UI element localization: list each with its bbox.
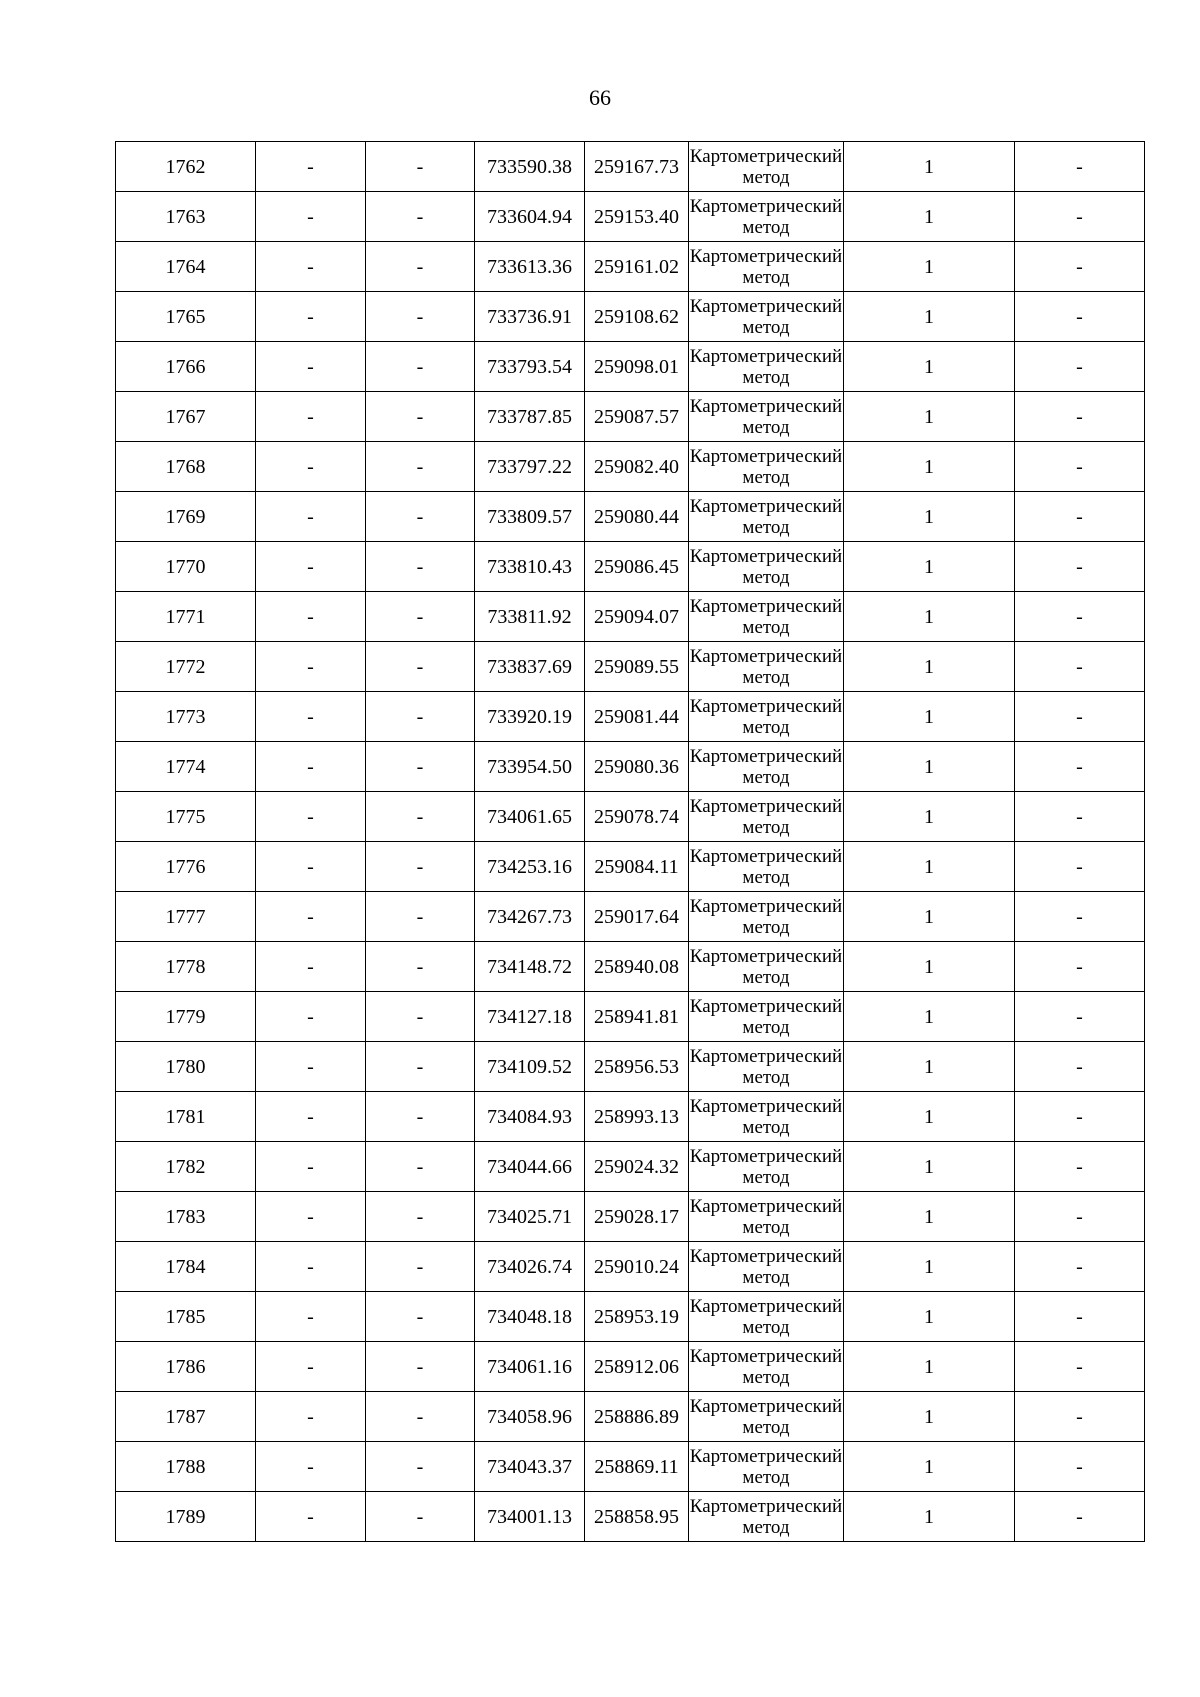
method-cell: Картометрический метод xyxy=(689,742,844,792)
description-cell: - xyxy=(1015,592,1145,642)
field-3-cell: - xyxy=(366,242,475,292)
x-coordinate-cell: 733793.54 xyxy=(475,342,585,392)
accuracy-cell: 1 xyxy=(844,342,1015,392)
point-number-cell: 1789 xyxy=(116,1492,256,1542)
field-3-cell: - xyxy=(366,742,475,792)
field-2-cell: - xyxy=(256,1492,366,1542)
description-cell: - xyxy=(1015,1292,1145,1342)
x-coordinate-cell: 733604.94 xyxy=(475,192,585,242)
y-coordinate-cell: 259161.02 xyxy=(585,242,689,292)
method-cell: Картометрический метод xyxy=(689,342,844,392)
y-coordinate-cell: 259084.11 xyxy=(585,842,689,892)
y-coordinate-cell: 259017.64 xyxy=(585,892,689,942)
table-row xyxy=(116,442,1145,492)
description-cell: - xyxy=(1015,1092,1145,1142)
field-2-cell: - xyxy=(256,342,366,392)
field-2-cell: - xyxy=(256,592,366,642)
x-coordinate-cell: 734061.65 xyxy=(475,792,585,842)
accuracy-cell: 1 xyxy=(844,742,1015,792)
table-row xyxy=(116,592,1145,642)
field-2-cell: - xyxy=(256,942,366,992)
x-coordinate-cell: 733736.91 xyxy=(475,292,585,342)
point-number-cell: 1774 xyxy=(116,742,256,792)
description-cell: - xyxy=(1015,1042,1145,1092)
field-2-cell: - xyxy=(256,192,366,242)
description-cell: - xyxy=(1015,442,1145,492)
field-2-cell: - xyxy=(256,642,366,692)
y-coordinate-cell: 258858.95 xyxy=(585,1492,689,1542)
field-3-cell: - xyxy=(366,1192,475,1242)
x-coordinate-cell: 734084.93 xyxy=(475,1092,585,1142)
method-cell: Картометрический метод xyxy=(689,1492,844,1542)
y-coordinate-cell: 259089.55 xyxy=(585,642,689,692)
accuracy-cell: 1 xyxy=(844,542,1015,592)
description-cell: - xyxy=(1015,1392,1145,1442)
method-cell: Картометрический метод xyxy=(689,442,844,492)
accuracy-cell: 1 xyxy=(844,792,1015,842)
x-coordinate-cell: 734127.18 xyxy=(475,992,585,1042)
field-2-cell: - xyxy=(256,692,366,742)
table-row xyxy=(116,892,1145,942)
x-coordinate-cell: 734001.13 xyxy=(475,1492,585,1542)
method-cell: Картометрический метод xyxy=(689,492,844,542)
point-number-cell: 1764 xyxy=(116,242,256,292)
field-3-cell: - xyxy=(366,542,475,592)
table-row xyxy=(116,542,1145,592)
point-number-cell: 1766 xyxy=(116,342,256,392)
field-2-cell: - xyxy=(256,1092,366,1142)
accuracy-cell: 1 xyxy=(844,492,1015,542)
point-number-cell: 1767 xyxy=(116,392,256,442)
field-2-cell: - xyxy=(256,742,366,792)
y-coordinate-cell: 259080.36 xyxy=(585,742,689,792)
x-coordinate-cell: 734058.96 xyxy=(475,1392,585,1442)
field-3-cell: - xyxy=(366,392,475,442)
y-coordinate-cell: 259028.17 xyxy=(585,1192,689,1242)
field-2-cell: - xyxy=(256,1342,366,1392)
method-cell: Картометрический метод xyxy=(689,892,844,942)
description-cell: - xyxy=(1015,992,1145,1042)
accuracy-cell: 1 xyxy=(844,892,1015,942)
accuracy-cell: 1 xyxy=(844,1042,1015,1092)
accuracy-cell: 1 xyxy=(844,392,1015,442)
table-row xyxy=(116,1442,1145,1492)
field-3-cell: - xyxy=(366,1442,475,1492)
accuracy-cell: 1 xyxy=(844,1442,1015,1492)
method-cell: Картометрический метод xyxy=(689,1242,844,1292)
field-3-cell: - xyxy=(366,492,475,542)
accuracy-cell: 1 xyxy=(844,842,1015,892)
table-row xyxy=(116,392,1145,442)
field-3-cell: - xyxy=(366,642,475,692)
field-3-cell: - xyxy=(366,342,475,392)
y-coordinate-cell: 259167.73 xyxy=(585,142,689,192)
page-number: 66 xyxy=(589,85,611,110)
table-row xyxy=(116,792,1145,842)
field-2-cell: - xyxy=(256,292,366,342)
accuracy-cell: 1 xyxy=(844,1342,1015,1392)
field-3-cell: - xyxy=(366,892,475,942)
accuracy-cell: 1 xyxy=(844,242,1015,292)
y-coordinate-cell: 258941.81 xyxy=(585,992,689,1042)
description-cell: - xyxy=(1015,642,1145,692)
accuracy-cell: 1 xyxy=(844,192,1015,242)
method-cell: Картометрический метод xyxy=(689,642,844,692)
description-cell: - xyxy=(1015,792,1145,842)
field-2-cell: - xyxy=(256,1142,366,1192)
table-row xyxy=(116,1192,1145,1242)
method-cell: Картометрический метод xyxy=(689,842,844,892)
x-coordinate-cell: 733613.36 xyxy=(475,242,585,292)
x-coordinate-cell: 733797.22 xyxy=(475,442,585,492)
description-cell: - xyxy=(1015,1242,1145,1292)
point-number-cell: 1786 xyxy=(116,1342,256,1392)
table-row xyxy=(116,1142,1145,1192)
point-number-cell: 1782 xyxy=(116,1142,256,1192)
table-row xyxy=(116,242,1145,292)
y-coordinate-cell: 259153.40 xyxy=(585,192,689,242)
y-coordinate-cell: 259094.07 xyxy=(585,592,689,642)
method-cell: Картометрический метод xyxy=(689,1392,844,1442)
description-cell: - xyxy=(1015,142,1145,192)
accuracy-cell: 1 xyxy=(844,1142,1015,1192)
field-3-cell: - xyxy=(366,442,475,492)
description-cell: - xyxy=(1015,842,1145,892)
table-row xyxy=(116,1342,1145,1392)
y-coordinate-cell: 258912.06 xyxy=(585,1342,689,1392)
field-2-cell: - xyxy=(256,1292,366,1342)
method-cell: Картометрический метод xyxy=(689,942,844,992)
table-row xyxy=(116,292,1145,342)
accuracy-cell: 1 xyxy=(844,1192,1015,1242)
accuracy-cell: 1 xyxy=(844,642,1015,692)
table-row xyxy=(116,1492,1145,1542)
y-coordinate-cell: 259080.44 xyxy=(585,492,689,542)
description-cell: - xyxy=(1015,292,1145,342)
table-row xyxy=(116,1092,1145,1142)
description-cell: - xyxy=(1015,1492,1145,1542)
x-coordinate-cell: 734267.73 xyxy=(475,892,585,942)
field-2-cell: - xyxy=(256,542,366,592)
accuracy-cell: 1 xyxy=(844,992,1015,1042)
method-cell: Картометрический метод xyxy=(689,1192,844,1242)
x-coordinate-cell: 733810.43 xyxy=(475,542,585,592)
field-2-cell: - xyxy=(256,242,366,292)
y-coordinate-cell: 259081.44 xyxy=(585,692,689,742)
field-3-cell: - xyxy=(366,1242,475,1292)
x-coordinate-cell: 733920.19 xyxy=(475,692,585,742)
point-number-cell: 1762 xyxy=(116,142,256,192)
y-coordinate-cell: 258953.19 xyxy=(585,1292,689,1342)
description-cell: - xyxy=(1015,1442,1145,1492)
field-2-cell: - xyxy=(256,992,366,1042)
method-cell: Картометрический метод xyxy=(689,292,844,342)
y-coordinate-cell: 259082.40 xyxy=(585,442,689,492)
description-cell: - xyxy=(1015,1342,1145,1392)
method-cell: Картометрический метод xyxy=(689,592,844,642)
field-2-cell: - xyxy=(256,892,366,942)
field-3-cell: - xyxy=(366,842,475,892)
x-coordinate-cell: 734061.16 xyxy=(475,1342,585,1392)
field-2-cell: - xyxy=(256,1242,366,1292)
field-3-cell: - xyxy=(366,992,475,1042)
accuracy-cell: 1 xyxy=(844,692,1015,742)
point-number-cell: 1780 xyxy=(116,1042,256,1092)
x-coordinate-cell: 733954.50 xyxy=(475,742,585,792)
description-cell: - xyxy=(1015,392,1145,442)
point-number-cell: 1765 xyxy=(116,292,256,342)
point-number-cell: 1771 xyxy=(116,592,256,642)
point-number-cell: 1779 xyxy=(116,992,256,1042)
field-3-cell: - xyxy=(366,192,475,242)
field-3-cell: - xyxy=(366,1142,475,1192)
x-coordinate-cell: 733811.92 xyxy=(475,592,585,642)
point-number-cell: 1776 xyxy=(116,842,256,892)
point-number-cell: 1781 xyxy=(116,1092,256,1142)
y-coordinate-cell: 258993.13 xyxy=(585,1092,689,1142)
field-2-cell: - xyxy=(256,1192,366,1242)
method-cell: Картометрический метод xyxy=(689,542,844,592)
point-number-cell: 1784 xyxy=(116,1242,256,1292)
description-cell: - xyxy=(1015,342,1145,392)
field-3-cell: - xyxy=(366,1292,475,1342)
accuracy-cell: 1 xyxy=(844,1242,1015,1292)
table-row xyxy=(116,1292,1145,1342)
table-row xyxy=(116,342,1145,392)
field-2-cell: - xyxy=(256,1042,366,1092)
y-coordinate-cell: 259086.45 xyxy=(585,542,689,592)
table-row xyxy=(116,842,1145,892)
y-coordinate-cell: 259098.01 xyxy=(585,342,689,392)
field-3-cell: - xyxy=(366,692,475,742)
description-cell: - xyxy=(1015,1192,1145,1242)
table-row xyxy=(116,742,1145,792)
table-row xyxy=(116,492,1145,542)
point-number-cell: 1768 xyxy=(116,442,256,492)
method-cell: Картометрический метод xyxy=(689,142,844,192)
method-cell: Картометрический метод xyxy=(689,1142,844,1192)
accuracy-cell: 1 xyxy=(844,1292,1015,1342)
method-cell: Картометрический метод xyxy=(689,242,844,292)
description-cell: - xyxy=(1015,742,1145,792)
x-coordinate-cell: 734026.74 xyxy=(475,1242,585,1292)
point-number-cell: 1778 xyxy=(116,942,256,992)
accuracy-cell: 1 xyxy=(844,1092,1015,1142)
table-row xyxy=(116,1242,1145,1292)
field-2-cell: - xyxy=(256,142,366,192)
table-row xyxy=(116,942,1145,992)
table-row xyxy=(116,642,1145,692)
coordinates-table xyxy=(115,141,1145,1542)
description-cell: - xyxy=(1015,242,1145,292)
point-number-cell: 1788 xyxy=(116,1442,256,1492)
y-coordinate-cell: 258886.89 xyxy=(585,1392,689,1442)
field-3-cell: - xyxy=(366,792,475,842)
point-number-cell: 1773 xyxy=(116,692,256,742)
field-3-cell: - xyxy=(366,1042,475,1092)
table-row xyxy=(116,992,1145,1042)
method-cell: Картометрический метод xyxy=(689,1442,844,1492)
accuracy-cell: 1 xyxy=(844,1492,1015,1542)
x-coordinate-cell: 734043.37 xyxy=(475,1442,585,1492)
method-cell: Картометрический метод xyxy=(689,1042,844,1092)
description-cell: - xyxy=(1015,692,1145,742)
y-coordinate-cell: 259024.32 xyxy=(585,1142,689,1192)
table-row xyxy=(116,192,1145,242)
x-coordinate-cell: 734044.66 xyxy=(475,1142,585,1192)
y-coordinate-cell: 259078.74 xyxy=(585,792,689,842)
field-3-cell: - xyxy=(366,1342,475,1392)
table-row xyxy=(116,1042,1145,1092)
x-coordinate-cell: 734025.71 xyxy=(475,1192,585,1242)
field-2-cell: - xyxy=(256,1392,366,1442)
y-coordinate-cell: 259010.24 xyxy=(585,1242,689,1292)
x-coordinate-cell: 734148.72 xyxy=(475,942,585,992)
field-2-cell: - xyxy=(256,842,366,892)
x-coordinate-cell: 733590.38 xyxy=(475,142,585,192)
method-cell: Картометрический метод xyxy=(689,692,844,742)
field-3-cell: - xyxy=(366,592,475,642)
accuracy-cell: 1 xyxy=(844,292,1015,342)
x-coordinate-cell: 733809.57 xyxy=(475,492,585,542)
table-body xyxy=(116,142,1145,1542)
field-2-cell: - xyxy=(256,1442,366,1492)
x-coordinate-cell: 733787.85 xyxy=(475,392,585,442)
accuracy-cell: 1 xyxy=(844,592,1015,642)
y-coordinate-cell: 259108.62 xyxy=(585,292,689,342)
point-number-cell: 1785 xyxy=(116,1292,256,1342)
table-row xyxy=(116,1392,1145,1442)
description-cell: - xyxy=(1015,542,1145,592)
method-cell: Картометрический метод xyxy=(689,992,844,1042)
point-number-cell: 1772 xyxy=(116,642,256,692)
description-cell: - xyxy=(1015,942,1145,992)
field-3-cell: - xyxy=(366,942,475,992)
table-row xyxy=(116,142,1145,192)
accuracy-cell: 1 xyxy=(844,142,1015,192)
y-coordinate-cell: 258940.08 xyxy=(585,942,689,992)
point-number-cell: 1770 xyxy=(116,542,256,592)
accuracy-cell: 1 xyxy=(844,1392,1015,1442)
field-3-cell: - xyxy=(366,1092,475,1142)
field-3-cell: - xyxy=(366,1392,475,1442)
point-number-cell: 1775 xyxy=(116,792,256,842)
method-cell: Картометрический метод xyxy=(689,392,844,442)
method-cell: Картометрический метод xyxy=(689,792,844,842)
field-3-cell: - xyxy=(366,142,475,192)
x-coordinate-cell: 733837.69 xyxy=(475,642,585,692)
x-coordinate-cell: 734253.16 xyxy=(475,842,585,892)
description-cell: - xyxy=(1015,492,1145,542)
method-cell: Картометрический метод xyxy=(689,1292,844,1342)
accuracy-cell: 1 xyxy=(844,942,1015,992)
point-number-cell: 1783 xyxy=(116,1192,256,1242)
field-2-cell: - xyxy=(256,392,366,442)
x-coordinate-cell: 734109.52 xyxy=(475,1042,585,1092)
description-cell: - xyxy=(1015,892,1145,942)
y-coordinate-cell: 258869.11 xyxy=(585,1442,689,1492)
table-row xyxy=(116,692,1145,742)
field-2-cell: - xyxy=(256,792,366,842)
description-cell: - xyxy=(1015,192,1145,242)
field-2-cell: - xyxy=(256,442,366,492)
y-coordinate-cell: 258956.53 xyxy=(585,1042,689,1092)
method-cell: Картометрический метод xyxy=(689,192,844,242)
point-number-cell: 1763 xyxy=(116,192,256,242)
method-cell: Картометрический метод xyxy=(689,1342,844,1392)
y-coordinate-cell: 259087.57 xyxy=(585,392,689,442)
field-3-cell: - xyxy=(366,1492,475,1542)
field-2-cell: - xyxy=(256,492,366,542)
description-cell: - xyxy=(1015,1142,1145,1192)
method-cell: Картометрический метод xyxy=(689,1092,844,1142)
point-number-cell: 1769 xyxy=(116,492,256,542)
accuracy-cell: 1 xyxy=(844,442,1015,492)
x-coordinate-cell: 734048.18 xyxy=(475,1292,585,1342)
field-3-cell: - xyxy=(366,292,475,342)
point-number-cell: 1777 xyxy=(116,892,256,942)
point-number-cell: 1787 xyxy=(116,1392,256,1442)
